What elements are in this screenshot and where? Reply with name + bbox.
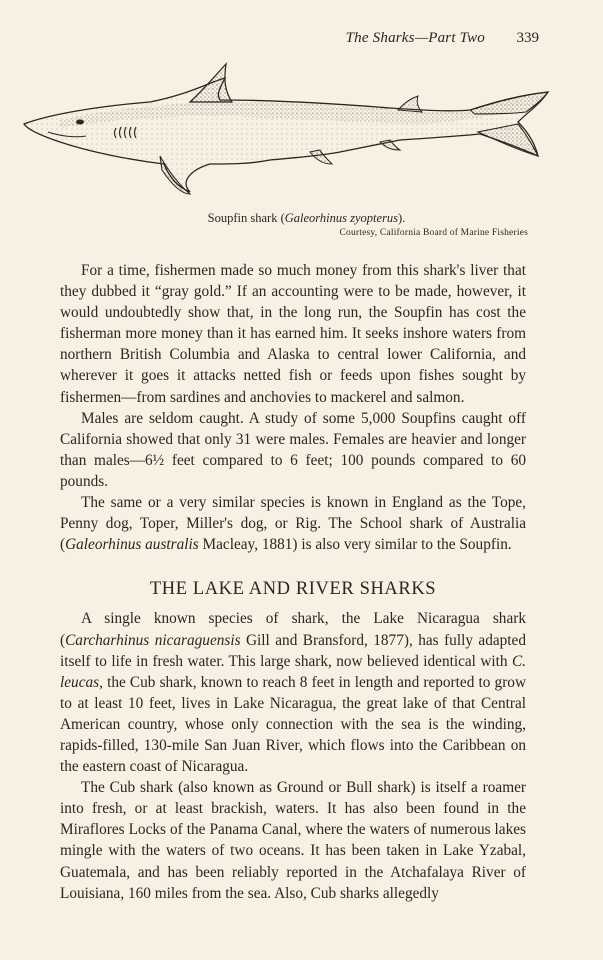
body-text [60, 260, 526, 904]
paragraph: The Cub shark (also known as Ground or Bull shark) is itself a roamer into fresh, or at least brackish, waters. It has also been found in the Miraflores Locks of the Panama Canal, where the waters of numerous lakes mingle with the waters of two oceans. It has been taken in Lake Yzabal, Guatemala, and has been reliably reported in the Atchafalaya River of Louisiana, 160 miles from the sea. Also, Cub sharks allegedly [60, 779, 526, 902]
species-name: Galeorhinus australis [65, 536, 199, 554]
running-head [346, 30, 527, 47]
shark-body [24, 78, 548, 192]
caption-prefix: Soupfin shark ( [207, 211, 285, 225]
paragraph-text: Macleay, 1881) is also very similar to the Soupfin. [198, 536, 512, 554]
figure-caption [0, 211, 603, 226]
shark-illustration [20, 52, 555, 212]
section-heading: THE LAKE AND RIVER SHARKS [149, 579, 437, 600]
paragraph: Males are seldom caught. A study of some 5,000 Soupfins caught off California showed that only 31 were males. Females are heavier and longer than males—6½ feet compared to 6 feet; 100 pounds compared to 60 pounds. [60, 409, 526, 490]
paragraph [60, 492, 526, 555]
shark-drawing [20, 52, 555, 212]
running-title: The Sharks—Part Two [345, 30, 485, 46]
species-name: Carcharhinus nicaraguensis [65, 631, 241, 649]
caption-suffix: ). [398, 211, 406, 225]
paragraph: For a time, fishermen made so much money from this shark's liver that they dubbed it “gray gold.” If an accounting were to be made, however, it would undoubtedly show that, in the long run, the Soupfin has cost the fisherman more money than it has earned him. It seeks inshore waters from northern British Columbia and Alaska to central lower California, and wherever it goes it attacks netted fish or feeds upon fishes sought by fishermen—from sardines and anchovies to mackerel and salmon. [60, 262, 526, 406]
paragraph-text: the Cub shark, known to reach 8 feet in length and reported to grow to at least 10 feet, lives in Lake Nicaragua, the great lake of that Central American country, whose only connection with the sea is the winding, rapids-filled, 130-mile San Juan River, which flows into the Caribbean on the eastern coast of Nicaragua. [60, 673, 526, 776]
caption-species: Galeorhinus zyopterus [284, 211, 399, 225]
paragraph-text: A single known species of shark, the Lake Nicaragua shark ( [60, 610, 526, 649]
page-number: 339 [516, 30, 539, 46]
paragraph [60, 608, 526, 777]
paragraph-text: The same or a very similar species is known in England as the Tope, Penny dog, Toper, Miller's dog, or Rig. The School shark of Australia ( [60, 494, 526, 554]
paragraph-text: Gill and Bransford, 1877), has fully adapted itself to life in fresh water. This large shark, now believed identical with [60, 631, 526, 670]
figure-credit: Courtesy, California Board of Marine Fisheries [339, 228, 528, 238]
species-name: C. leucas, [60, 652, 526, 691]
